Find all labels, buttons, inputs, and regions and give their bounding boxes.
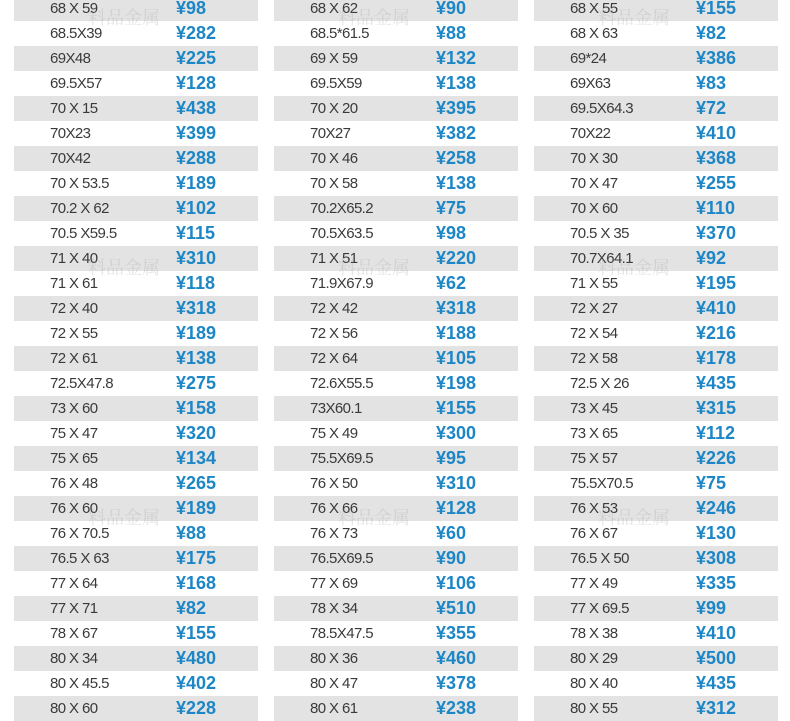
price-value: ¥318 — [436, 298, 477, 318]
price-value: ¥220 — [436, 248, 477, 268]
size-label: 76 X 67 — [570, 525, 618, 542]
price-value: ¥228 — [176, 698, 217, 718]
price-row — [14, 496, 258, 521]
price-value: ¥258 — [436, 148, 477, 168]
size-label: 70X42 — [50, 150, 91, 167]
size-label: 69 X 59 — [310, 50, 358, 67]
price-row — [534, 671, 778, 696]
price-value: ¥510 — [436, 598, 477, 618]
price-value: ¥98 — [176, 0, 207, 18]
price-value: ¥308 — [696, 548, 737, 568]
price-value: ¥198 — [436, 373, 477, 393]
size-label: 75 X 47 — [50, 425, 98, 442]
size-label: 77 X 69 — [310, 575, 358, 592]
price-row — [534, 446, 778, 471]
size-label: 80 X 40 — [570, 675, 618, 692]
price-value: ¥128 — [176, 73, 217, 93]
price-row — [274, 546, 518, 571]
price-value: ¥92 — [696, 248, 727, 268]
size-label: 75.5X69.5 — [310, 450, 373, 467]
price-value: ¥82 — [176, 598, 207, 618]
price-row — [14, 146, 258, 171]
price-value: ¥83 — [696, 73, 727, 93]
watermark: 料品金属 — [88, 8, 160, 28]
price-value: ¥168 — [176, 573, 217, 593]
price-value: ¥189 — [176, 173, 217, 193]
price-value: ¥188 — [436, 323, 477, 343]
price-value: ¥335 — [696, 573, 737, 593]
price-row — [534, 471, 778, 496]
size-label: 70 X 15 — [50, 100, 98, 117]
price-row — [534, 696, 778, 721]
size-label: 68 X 59 — [50, 0, 98, 17]
price-value: ¥275 — [176, 373, 217, 393]
price-row — [14, 696, 258, 721]
price-value: ¥368 — [696, 148, 737, 168]
price-value: ¥95 — [436, 448, 467, 468]
size-label: 68 X 63 — [570, 25, 618, 42]
price-row — [274, 446, 518, 471]
size-label: 69X63 — [570, 75, 611, 92]
size-label: 72.5 X 26 — [570, 375, 629, 392]
price-value: ¥395 — [436, 98, 477, 118]
size-label: 78 X 34 — [310, 600, 358, 617]
size-label: 78.5X47.5 — [310, 625, 373, 642]
price-row — [534, 371, 778, 396]
price-row — [534, 621, 778, 646]
size-label: 69.5X57 — [50, 75, 102, 92]
size-label: 70.2 X 62 — [50, 200, 109, 217]
price-value: ¥438 — [176, 98, 217, 118]
size-label: 70X27 — [310, 125, 351, 142]
price-value: ¥155 — [436, 398, 477, 418]
size-label: 73 X 60 — [50, 400, 98, 417]
size-label: 70X22 — [570, 125, 611, 142]
size-label: 73 X 45 — [570, 400, 618, 417]
size-label: 68.5X39 — [50, 25, 102, 42]
size-label: 72 X 64 — [310, 350, 358, 367]
size-label: 69*24 — [570, 50, 607, 67]
price-column-1 — [14, 0, 258, 721]
price-row — [274, 521, 518, 546]
price-row — [534, 121, 778, 146]
price-row — [14, 671, 258, 696]
size-label: 80 X 36 — [310, 650, 358, 667]
price-row — [274, 696, 518, 721]
size-label: 75 X 65 — [50, 450, 98, 467]
price-row — [274, 221, 518, 246]
size-label: 70 X 30 — [570, 150, 618, 167]
price-row — [274, 271, 518, 296]
size-label: 80 X 29 — [570, 650, 618, 667]
price-row — [534, 171, 778, 196]
size-label: 72 X 42 — [310, 300, 358, 317]
size-label: 76 X 50 — [310, 475, 358, 492]
price-value: ¥90 — [436, 0, 467, 18]
price-row — [14, 446, 258, 471]
price-row — [274, 371, 518, 396]
price-row — [534, 296, 778, 321]
price-row — [14, 221, 258, 246]
price-value: ¥410 — [696, 623, 737, 643]
price-value: ¥155 — [696, 0, 737, 18]
price-value: ¥320 — [176, 423, 217, 443]
price-row — [534, 96, 778, 121]
size-label: 70.2X65.2 — [310, 200, 373, 217]
size-label: 70.7X64.1 — [570, 250, 633, 267]
price-row — [274, 596, 518, 621]
price-row — [534, 246, 778, 271]
price-value: ¥158 — [176, 398, 217, 418]
price-value: ¥382 — [436, 123, 477, 143]
price-row — [14, 621, 258, 646]
price-value: ¥288 — [176, 148, 217, 168]
price-row — [14, 546, 258, 571]
size-label: 77 X 69.5 — [570, 600, 629, 617]
watermark: 料品金属 — [338, 508, 410, 528]
price-value: ¥370 — [696, 223, 737, 243]
price-row — [534, 146, 778, 171]
price-row — [534, 396, 778, 421]
size-label: 76 X 66 — [310, 500, 358, 517]
price-value: ¥315 — [696, 398, 737, 418]
size-label: 69.5X64.3 — [570, 100, 633, 117]
price-row — [274, 121, 518, 146]
size-label: 76 X 53 — [570, 500, 618, 517]
price-value: ¥138 — [176, 348, 217, 368]
size-label: 80 X 60 — [50, 700, 98, 717]
watermark: 料品金属 — [88, 508, 160, 528]
price-row — [534, 496, 778, 521]
price-value: ¥189 — [176, 498, 217, 518]
price-value: ¥75 — [696, 473, 727, 493]
watermark: 料品金属 — [338, 8, 410, 28]
price-value: ¥106 — [436, 573, 477, 593]
size-label: 80 X 45.5 — [50, 675, 109, 692]
size-label: 72 X 58 — [570, 350, 618, 367]
price-row — [534, 646, 778, 671]
price-value: ¥255 — [696, 173, 737, 193]
size-label: 78 X 67 — [50, 625, 98, 642]
price-row — [14, 71, 258, 96]
price-row — [534, 346, 778, 371]
price-row — [274, 321, 518, 346]
price-row — [534, 421, 778, 446]
price-value: ¥60 — [436, 523, 467, 543]
price-row — [534, 546, 778, 571]
price-value: ¥90 — [436, 548, 467, 568]
price-value: ¥72 — [696, 98, 727, 118]
price-value: ¥88 — [176, 523, 207, 543]
price-row — [274, 571, 518, 596]
price-value: ¥402 — [176, 673, 217, 693]
price-value: ¥435 — [696, 673, 737, 693]
size-label: 80 X 61 — [310, 700, 358, 717]
price-value: ¥110 — [696, 198, 736, 218]
price-row — [274, 421, 518, 446]
price-row — [14, 96, 258, 121]
price-value: ¥138 — [436, 173, 477, 193]
size-label: 70 X 53.5 — [50, 175, 109, 192]
price-row — [14, 346, 258, 371]
size-label: 71.9X67.9 — [310, 275, 373, 292]
size-label: 72 X 61 — [50, 350, 98, 367]
watermark: 料品金属 — [598, 508, 670, 528]
size-label: 72 X 27 — [570, 300, 618, 317]
price-value: ¥175 — [176, 548, 217, 568]
price-value: ¥115 — [176, 223, 216, 243]
price-value: ¥226 — [696, 448, 737, 468]
size-label: 76.5 X 63 — [50, 550, 109, 567]
size-label: 70 X 46 — [310, 150, 358, 167]
price-row — [14, 46, 258, 71]
price-row — [274, 0, 518, 21]
price-row — [14, 471, 258, 496]
price-row — [274, 496, 518, 521]
price-value: ¥155 — [176, 623, 217, 643]
price-value: ¥300 — [436, 423, 477, 443]
price-value: ¥112 — [696, 423, 736, 443]
size-label: 71 X 55 — [570, 275, 618, 292]
price-row — [14, 0, 258, 21]
price-row — [534, 321, 778, 346]
watermark: 料品金属 — [88, 258, 160, 278]
price-value: ¥410 — [696, 298, 737, 318]
price-row — [274, 346, 518, 371]
price-value: ¥355 — [436, 623, 477, 643]
price-value: ¥88 — [436, 23, 467, 43]
size-label: 76 X 73 — [310, 525, 358, 542]
price-value: ¥225 — [176, 48, 217, 68]
price-value: ¥246 — [696, 498, 737, 518]
size-label: 80 X 34 — [50, 650, 98, 667]
price-row — [274, 46, 518, 71]
price-row — [534, 46, 778, 71]
price-value: ¥99 — [696, 598, 727, 618]
price-row — [14, 521, 258, 546]
price-row — [14, 271, 258, 296]
size-label: 68 X 55 — [570, 0, 618, 17]
size-label: 76.5 X 50 — [570, 550, 629, 567]
price-row — [14, 321, 258, 346]
size-label: 70.5 X59.5 — [50, 225, 117, 242]
size-label: 77 X 64 — [50, 575, 98, 592]
size-label: 72 X 55 — [50, 325, 98, 342]
price-row — [274, 246, 518, 271]
size-label: 72.6X55.5 — [310, 375, 373, 392]
size-label: 70 X 58 — [310, 175, 358, 192]
price-row — [274, 471, 518, 496]
price-value: ¥310 — [436, 473, 477, 493]
price-row — [274, 671, 518, 696]
price-row — [534, 596, 778, 621]
price-value: ¥75 — [436, 198, 467, 218]
size-label: 77 X 71 — [50, 600, 98, 617]
size-label: 76 X 60 — [50, 500, 98, 517]
size-label: 70X23 — [50, 125, 91, 142]
price-value: ¥102 — [176, 198, 217, 218]
size-label: 69X48 — [50, 50, 91, 67]
size-label: 75 X 57 — [570, 450, 618, 467]
price-value: ¥238 — [436, 698, 477, 718]
price-value: ¥480 — [176, 648, 217, 668]
price-row — [274, 21, 518, 46]
price-row — [14, 21, 258, 46]
price-row — [14, 571, 258, 596]
price-value: ¥410 — [696, 123, 737, 143]
size-label: 75.5X70.5 — [570, 475, 633, 492]
price-row — [14, 596, 258, 621]
price-row — [534, 71, 778, 96]
price-column-2 — [274, 0, 518, 721]
size-label: 76 X 70.5 — [50, 525, 109, 542]
size-label: 73 X 65 — [570, 425, 618, 442]
price-value: ¥435 — [696, 373, 737, 393]
price-value: ¥500 — [696, 648, 737, 668]
size-label: 71 X 40 — [50, 250, 98, 267]
size-label: 72.5X47.8 — [50, 375, 113, 392]
price-row — [534, 271, 778, 296]
watermark: 料品金属 — [598, 8, 670, 28]
price-value: ¥134 — [176, 448, 217, 468]
price-row — [274, 146, 518, 171]
size-label: 68.5*61.5 — [310, 25, 369, 42]
price-row — [274, 96, 518, 121]
price-value: ¥265 — [176, 473, 217, 493]
size-label: 72 X 40 — [50, 300, 98, 317]
price-value: ¥378 — [436, 673, 477, 693]
price-value: ¥282 — [176, 23, 217, 43]
size-label: 80 X 47 — [310, 675, 358, 692]
size-label: 71 X 51 — [310, 250, 358, 267]
price-row — [14, 296, 258, 321]
size-label: 72 X 56 — [310, 325, 358, 342]
price-value: ¥105 — [436, 348, 477, 368]
price-row — [14, 246, 258, 271]
size-label: 80 X 55 — [570, 700, 618, 717]
price-row — [14, 646, 258, 671]
size-label: 69.5X59 — [310, 75, 362, 92]
size-label: 75 X 49 — [310, 425, 358, 442]
price-value: ¥178 — [696, 348, 737, 368]
price-row — [274, 171, 518, 196]
size-label: 72 X 54 — [570, 325, 618, 342]
price-row — [534, 221, 778, 246]
price-row — [274, 196, 518, 221]
size-label: 71 X 61 — [50, 275, 98, 292]
size-label: 70 X 60 — [570, 200, 618, 217]
size-label: 70 X 20 — [310, 100, 358, 117]
size-label: 73X60.1 — [310, 400, 362, 417]
price-value: ¥138 — [436, 73, 477, 93]
price-row — [14, 196, 258, 221]
price-row — [274, 646, 518, 671]
price-value: ¥98 — [436, 223, 467, 243]
price-value: ¥216 — [696, 323, 737, 343]
price-value: ¥130 — [696, 523, 737, 543]
price-value: ¥62 — [436, 273, 467, 293]
price-row — [14, 421, 258, 446]
price-value: ¥118 — [176, 273, 216, 293]
size-label: 76.5X69.5 — [310, 550, 373, 567]
size-label: 70 X 47 — [570, 175, 618, 192]
price-value: ¥318 — [176, 298, 217, 318]
size-label: 70.5 X 35 — [570, 225, 629, 242]
price-row — [14, 171, 258, 196]
size-label: 68 X 62 — [310, 0, 358, 17]
size-label: 78 X 38 — [570, 625, 618, 642]
price-row — [274, 621, 518, 646]
watermark: 料品金属 — [598, 258, 670, 278]
price-row — [14, 121, 258, 146]
price-column-3 — [534, 0, 778, 721]
price-value: ¥82 — [696, 23, 727, 43]
price-value: ¥310 — [176, 248, 217, 268]
price-value: ¥189 — [176, 323, 217, 343]
price-value: ¥460 — [436, 648, 477, 668]
price-value: ¥195 — [696, 273, 737, 293]
price-value: ¥128 — [436, 498, 477, 518]
price-row — [274, 396, 518, 421]
price-row — [14, 396, 258, 421]
price-row — [534, 21, 778, 46]
price-value: ¥132 — [436, 48, 477, 68]
price-value: ¥399 — [176, 123, 217, 143]
price-row — [534, 521, 778, 546]
size-label: 77 X 49 — [570, 575, 618, 592]
price-row — [534, 196, 778, 221]
price-row — [274, 296, 518, 321]
price-value: ¥386 — [696, 48, 737, 68]
price-value: ¥312 — [696, 698, 737, 718]
price-row — [534, 0, 778, 21]
price-row — [534, 571, 778, 596]
price-row — [274, 71, 518, 96]
price-row — [14, 371, 258, 396]
watermark: 料品金属 — [338, 258, 410, 278]
size-label: 76 X 48 — [50, 475, 98, 492]
size-label: 70.5X63.5 — [310, 225, 373, 242]
